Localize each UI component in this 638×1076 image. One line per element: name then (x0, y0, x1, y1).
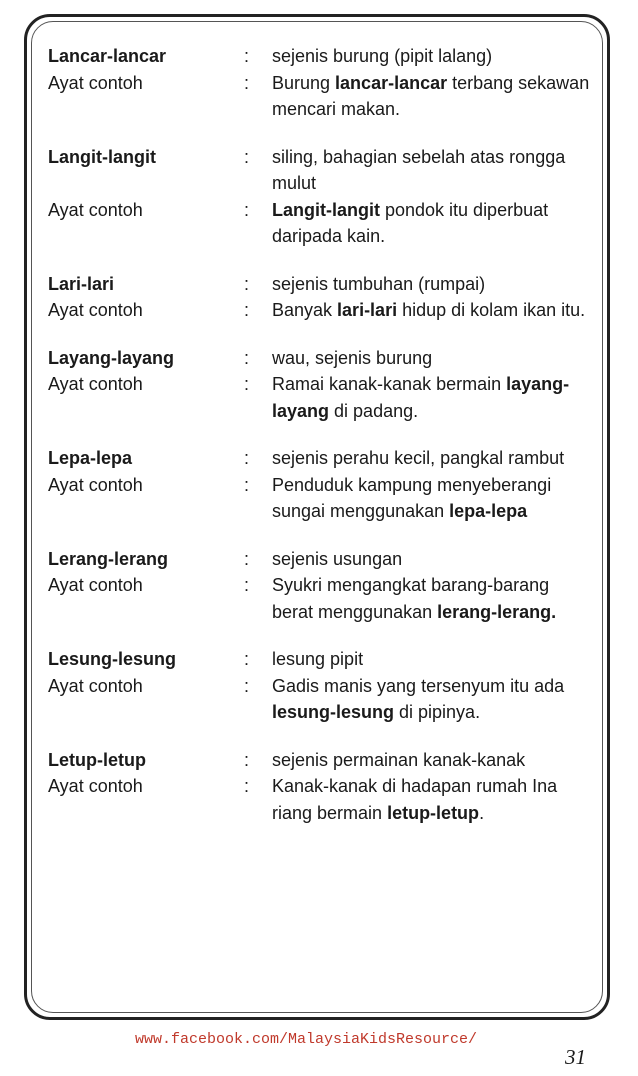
highlighted-term: lerang-lerang. (437, 601, 557, 622)
entry-definition: siling, bahagian sebelah atas rongga mulut (272, 146, 566, 193)
example-sentence (272, 197, 593, 250)
glossary-entry (48, 546, 593, 626)
separator-colon: : (244, 749, 250, 770)
page-number: 31 (565, 1045, 586, 1069)
separator-colon: : (244, 146, 250, 167)
highlighted-term: letup-letup (387, 802, 480, 823)
sentence-text: di pipinya. (394, 702, 481, 722)
separator-colon: : (244, 199, 250, 220)
highlighted-term: lepa-lepa (449, 501, 528, 521)
example-label: Ayat contoh (48, 300, 143, 320)
entry-definition: sejenis perahu kecil, pangkal rambut (272, 448, 565, 468)
sentence-text: Burung (272, 72, 336, 93)
separator-colon: : (244, 300, 250, 320)
example-label: Ayat contoh (48, 776, 143, 796)
separator-colon: : (244, 273, 250, 294)
sentence-text: Gadis manis yang tersenyum itu ada (272, 675, 565, 696)
example-label: Ayat contoh (48, 374, 143, 394)
example-sentence (272, 472, 593, 525)
entry-term: Lancar-lancar (48, 46, 167, 66)
glossary-entry (48, 144, 593, 250)
entry-definition: wau, sejenis burung (272, 347, 433, 368)
example-sentence (272, 773, 593, 826)
sentence-text: terbang sekawan mencari makan. (272, 72, 590, 119)
entry-term: Lepa-lepa (48, 448, 133, 468)
entry-term: Letup-letup (48, 749, 146, 770)
entry-term: Langit-langit (48, 146, 156, 167)
entry-definition: sejenis usungan (272, 548, 403, 569)
entry-term: Lesung-lesung (48, 649, 177, 669)
separator-colon: : (244, 649, 250, 669)
sentence-text: hidup di kolam ikan itu. (397, 300, 586, 320)
example-sentence (272, 572, 593, 625)
highlighted-term: lari-lari (337, 300, 398, 320)
separator-colon: : (244, 675, 250, 696)
separator-colon: : (244, 548, 250, 569)
glossary-entry (48, 345, 593, 425)
sentence-text: di padang. (329, 400, 419, 421)
example-sentence (272, 673, 593, 726)
entry-definition: sejenis burung (pipit lalang) (272, 46, 493, 66)
example-label: Ayat contoh (48, 199, 143, 220)
separator-colon: : (244, 374, 250, 394)
highlighted-term: lancar-lancar (335, 72, 448, 93)
sentence-text: . (479, 802, 485, 823)
sentence-text: Banyak (272, 300, 338, 320)
separator-colon: : (244, 575, 250, 595)
glossary-entry (48, 271, 593, 324)
separator-colon: : (244, 776, 250, 796)
example-label: Ayat contoh (48, 575, 143, 595)
separator-colon: : (244, 448, 250, 468)
entry-definition: lesung pipit (272, 649, 364, 669)
glossary-entry (48, 445, 593, 525)
entry-term: Lari-lari (48, 273, 115, 294)
example-sentence (272, 371, 593, 424)
example-label: Ayat contoh (48, 474, 143, 495)
sentence-text: Penduduk kampung menyeberangi sungai menggunakan (272, 474, 552, 521)
highlighted-term: lesung-lesung (272, 702, 395, 722)
example-label: Ayat contoh (48, 72, 143, 93)
separator-colon: : (244, 474, 250, 495)
separator-colon: : (244, 72, 250, 93)
glossary-entry (48, 747, 593, 827)
glossary-entry (48, 43, 593, 123)
highlighted-term: layang-layang (272, 374, 570, 421)
example-sentence (272, 297, 593, 324)
entry-definition: sejenis tumbuhan (rumpai) (272, 273, 486, 294)
glossary-entry (48, 646, 593, 726)
sentence-text: Kanak-kanak di hadapan rumah Ina riang bermain (272, 776, 558, 823)
separator-colon: : (244, 46, 250, 66)
highlighted-term: Langit-langit (272, 199, 380, 220)
sentence-text: Syukri mengangkat barang-barang berat menggunakan (272, 575, 550, 622)
entry-definition: sejenis permainan kanak-kanak (272, 749, 526, 770)
sentence-text: pondok itu diperbuat daripada kain. (272, 199, 549, 246)
glossary-list (48, 43, 593, 847)
example-sentence (272, 70, 593, 123)
entry-term: Lerang-lerang (48, 548, 169, 569)
example-label: Ayat contoh (48, 675, 143, 696)
separator-colon: : (244, 347, 250, 368)
sentence-text: Ramai kanak-kanak bermain (272, 374, 507, 394)
source-link[interactable]: www.facebook.com/MalaysiaKidsResource/ (135, 1031, 478, 1048)
entry-term: Layang-layang (48, 347, 175, 368)
